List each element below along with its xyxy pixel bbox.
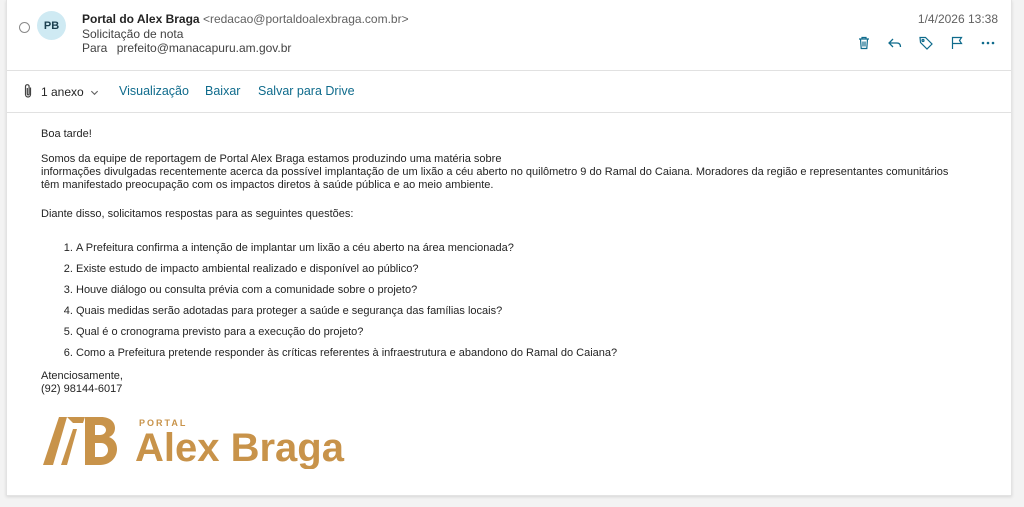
intro-line: informações divulgadas recentemente acerca da possível implantação de um lixão a céu aberto no quilômetro 9 do Ramal do Caiana. Moradores da região e representantes comunitários <box>41 166 949 178</box>
message-header <box>7 0 1011 71</box>
phone-number: (92) 98144-6017 <box>41 383 123 395</box>
attachment-bar <box>7 71 1011 113</box>
sender-line <box>82 12 409 26</box>
message-body <box>41 128 981 396</box>
flag-icon[interactable] <box>948 34 966 52</box>
portal-alex-braga-logo <box>43 413 353 469</box>
closing: Atenciosamente, <box>41 370 123 382</box>
save-to-drive-link[interactable]: Salvar para Drive <box>258 84 355 98</box>
subject: Solicitação de nota <box>82 27 184 41</box>
svg-text:PORTAL: PORTAL <box>139 418 188 428</box>
list-item: 5. Qual é o cronograma previsto para a execução do projeto? <box>76 326 981 339</box>
trash-icon[interactable] <box>855 34 873 52</box>
intro-line: Somos da equipe de reportagem de Portal Alex Braga estamos produzindo uma matéria sobre <box>41 153 502 165</box>
message-date: 1/4/2026 13:38 <box>917 12 998 26</box>
tag-icon[interactable] <box>917 34 935 52</box>
paperclip-icon <box>21 83 35 99</box>
sender-email: <redacao@portaldoalexbraga.com.br> <box>202 12 409 26</box>
list-item: 4. Quais medidas serão adotadas para proteger a saúde e segurança das famílias locais? <box>76 305 981 318</box>
lead-in: Diante disso, solicitamos respostas para as seguintes questões: <box>41 208 354 220</box>
reply-icon[interactable] <box>886 34 904 52</box>
list-item: 6. Como a Prefeitura pretende responder às críticas referentes à infraestrutura e abandono do Ramal do Caiana? <box>76 347 981 360</box>
chevron-down-icon <box>90 88 99 97</box>
download-link[interactable]: Baixar <box>205 84 241 98</box>
more-icon[interactable] <box>979 34 997 52</box>
list-item: 3. Houve diálogo ou consulta prévia com a comunidade sobre o projeto? <box>76 284 981 297</box>
avatar: PB <box>37 11 66 40</box>
questions-list <box>41 242 981 360</box>
list-item: 2. Existe estudo de impacto ambiental realizado e disponível ao público? <box>76 263 981 276</box>
list-item: 1. A Prefeitura confirma a intenção de implantar um lixão a céu aberto na área mencionada? <box>76 242 981 255</box>
greeting: Boa tarde! <box>41 128 92 140</box>
intro-line: têm manifestado preocupação com os impactos diretos à saúde pública e ao meio ambiente. <box>41 179 494 191</box>
recipient-address[interactable]: prefeito@manacapuru.am.gov.br <box>116 41 292 55</box>
svg-text:Alex Braga: Alex Braga <box>135 426 344 469</box>
preview-link[interactable]: Visualização <box>119 84 189 98</box>
to-label: Para <box>82 41 108 55</box>
select-radio[interactable] <box>19 22 30 33</box>
recipient-line <box>82 41 291 55</box>
attachment-count-dropdown[interactable] <box>41 85 99 99</box>
email-reading-pane <box>6 0 1012 496</box>
message-actions <box>855 34 997 52</box>
sender-name[interactable]: Portal do Alex Braga <box>82 12 200 26</box>
attachment-count: 1 anexo <box>41 85 84 99</box>
